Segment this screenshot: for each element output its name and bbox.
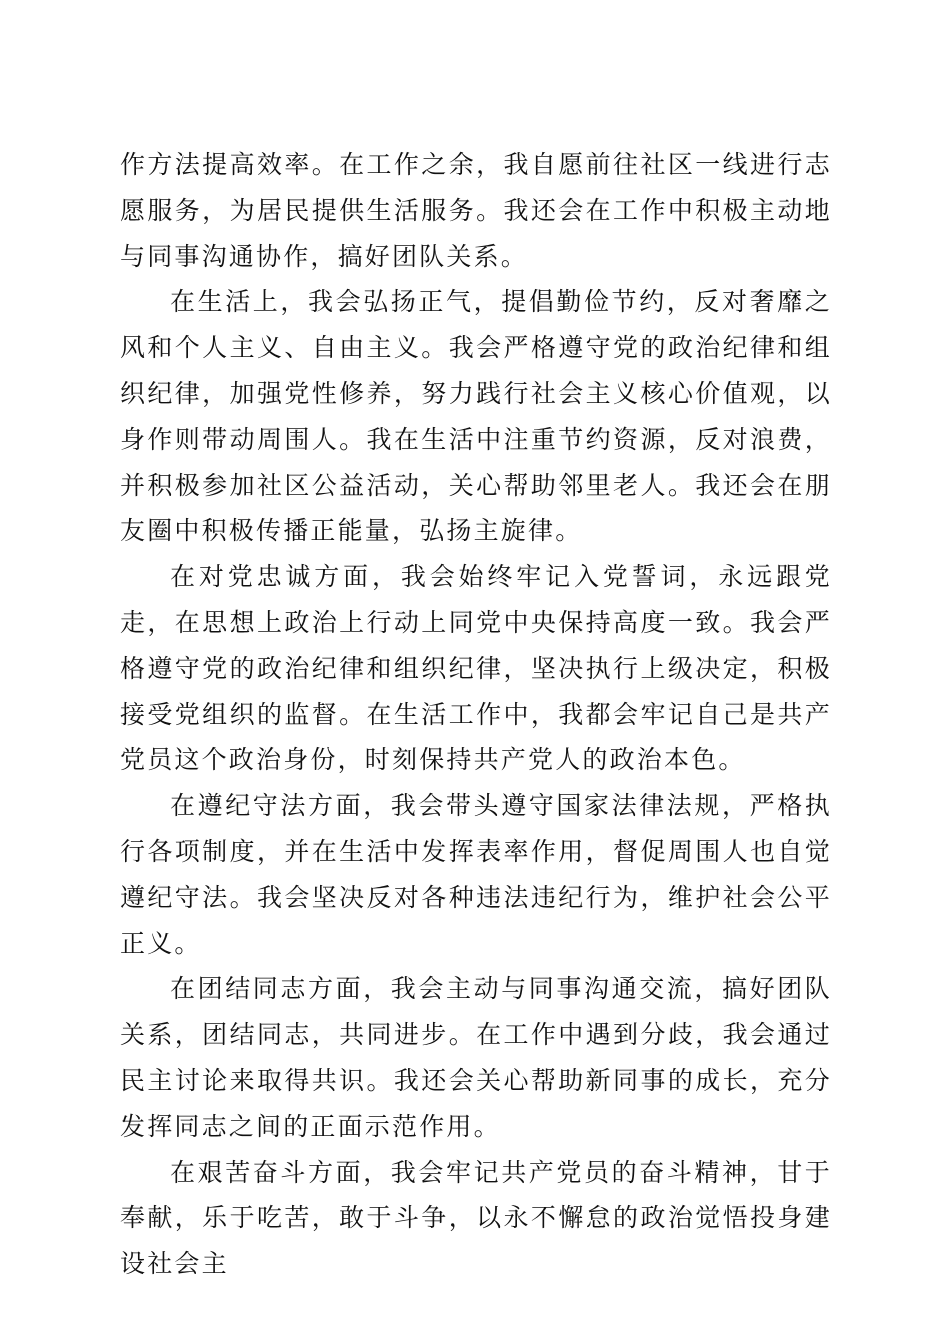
- paragraph-6: 在艰苦奋斗方面，我会牢记共产党员的奋斗精神，甘于奉献，乐于吃苦，敢于斗争，以永不懈怠的政治觉悟投身建设社会主: [120, 1157, 832, 1279]
- document-body: [120, 142, 832, 1287]
- paragraph-5: 在团结同志方面，我会主动与同事沟通交流，搞好团队关系，团结同志，共同进步。在工作中遇到分歧，我会通过民主讨论来取得共识。我还会关心帮助新同事的成长，充分发挥同志之间的正面示范作用。: [120, 974, 832, 1141]
- paragraph-2: 在生活上，我会弘扬正气，提倡勤俭节约，反对奢靡之风和个人主义、自由主义。我会严格遵守党的政治纪律和组织纪律，加强党性修养，努力践行社会主义核心价值观，以身作则带动周围人。我在生活中注重节约资源，反对浪费，并积极参加社区公益活动，关心帮助邻里老人。我还会在朋友圈中积极传播正能量，弘扬主旋律。: [120, 287, 832, 546]
- paragraph-1: 作方法提高效率。在工作之余，我自愿前往社区一线进行志愿服务，为居民提供生活服务。我还会在工作中积极主动地与同事沟通协作，搞好团队关系。: [120, 150, 832, 271]
- paragraph-4: 在遵纪守法方面，我会带头遵守国家法律法规，严格执行各项制度，并在生活中发挥表率作用，督促周围人也自觉遵纪守法。我会坚决反对各种违法违纪行为，维护社会公平正义。: [120, 791, 832, 958]
- paragraph-3: 在对党忠诚方面，我会始终牢记入党誓词，永远跟党走，在思想上政治上行动上同党中央保持高度一致。我会严格遵守党的政治纪律和组织纪律，坚决执行上级决定，积极接受党组织的监督。在生活工作中，我都会牢记自己是共产党员这个政治身份，时刻保持共产党人的政治本色。: [120, 562, 832, 775]
